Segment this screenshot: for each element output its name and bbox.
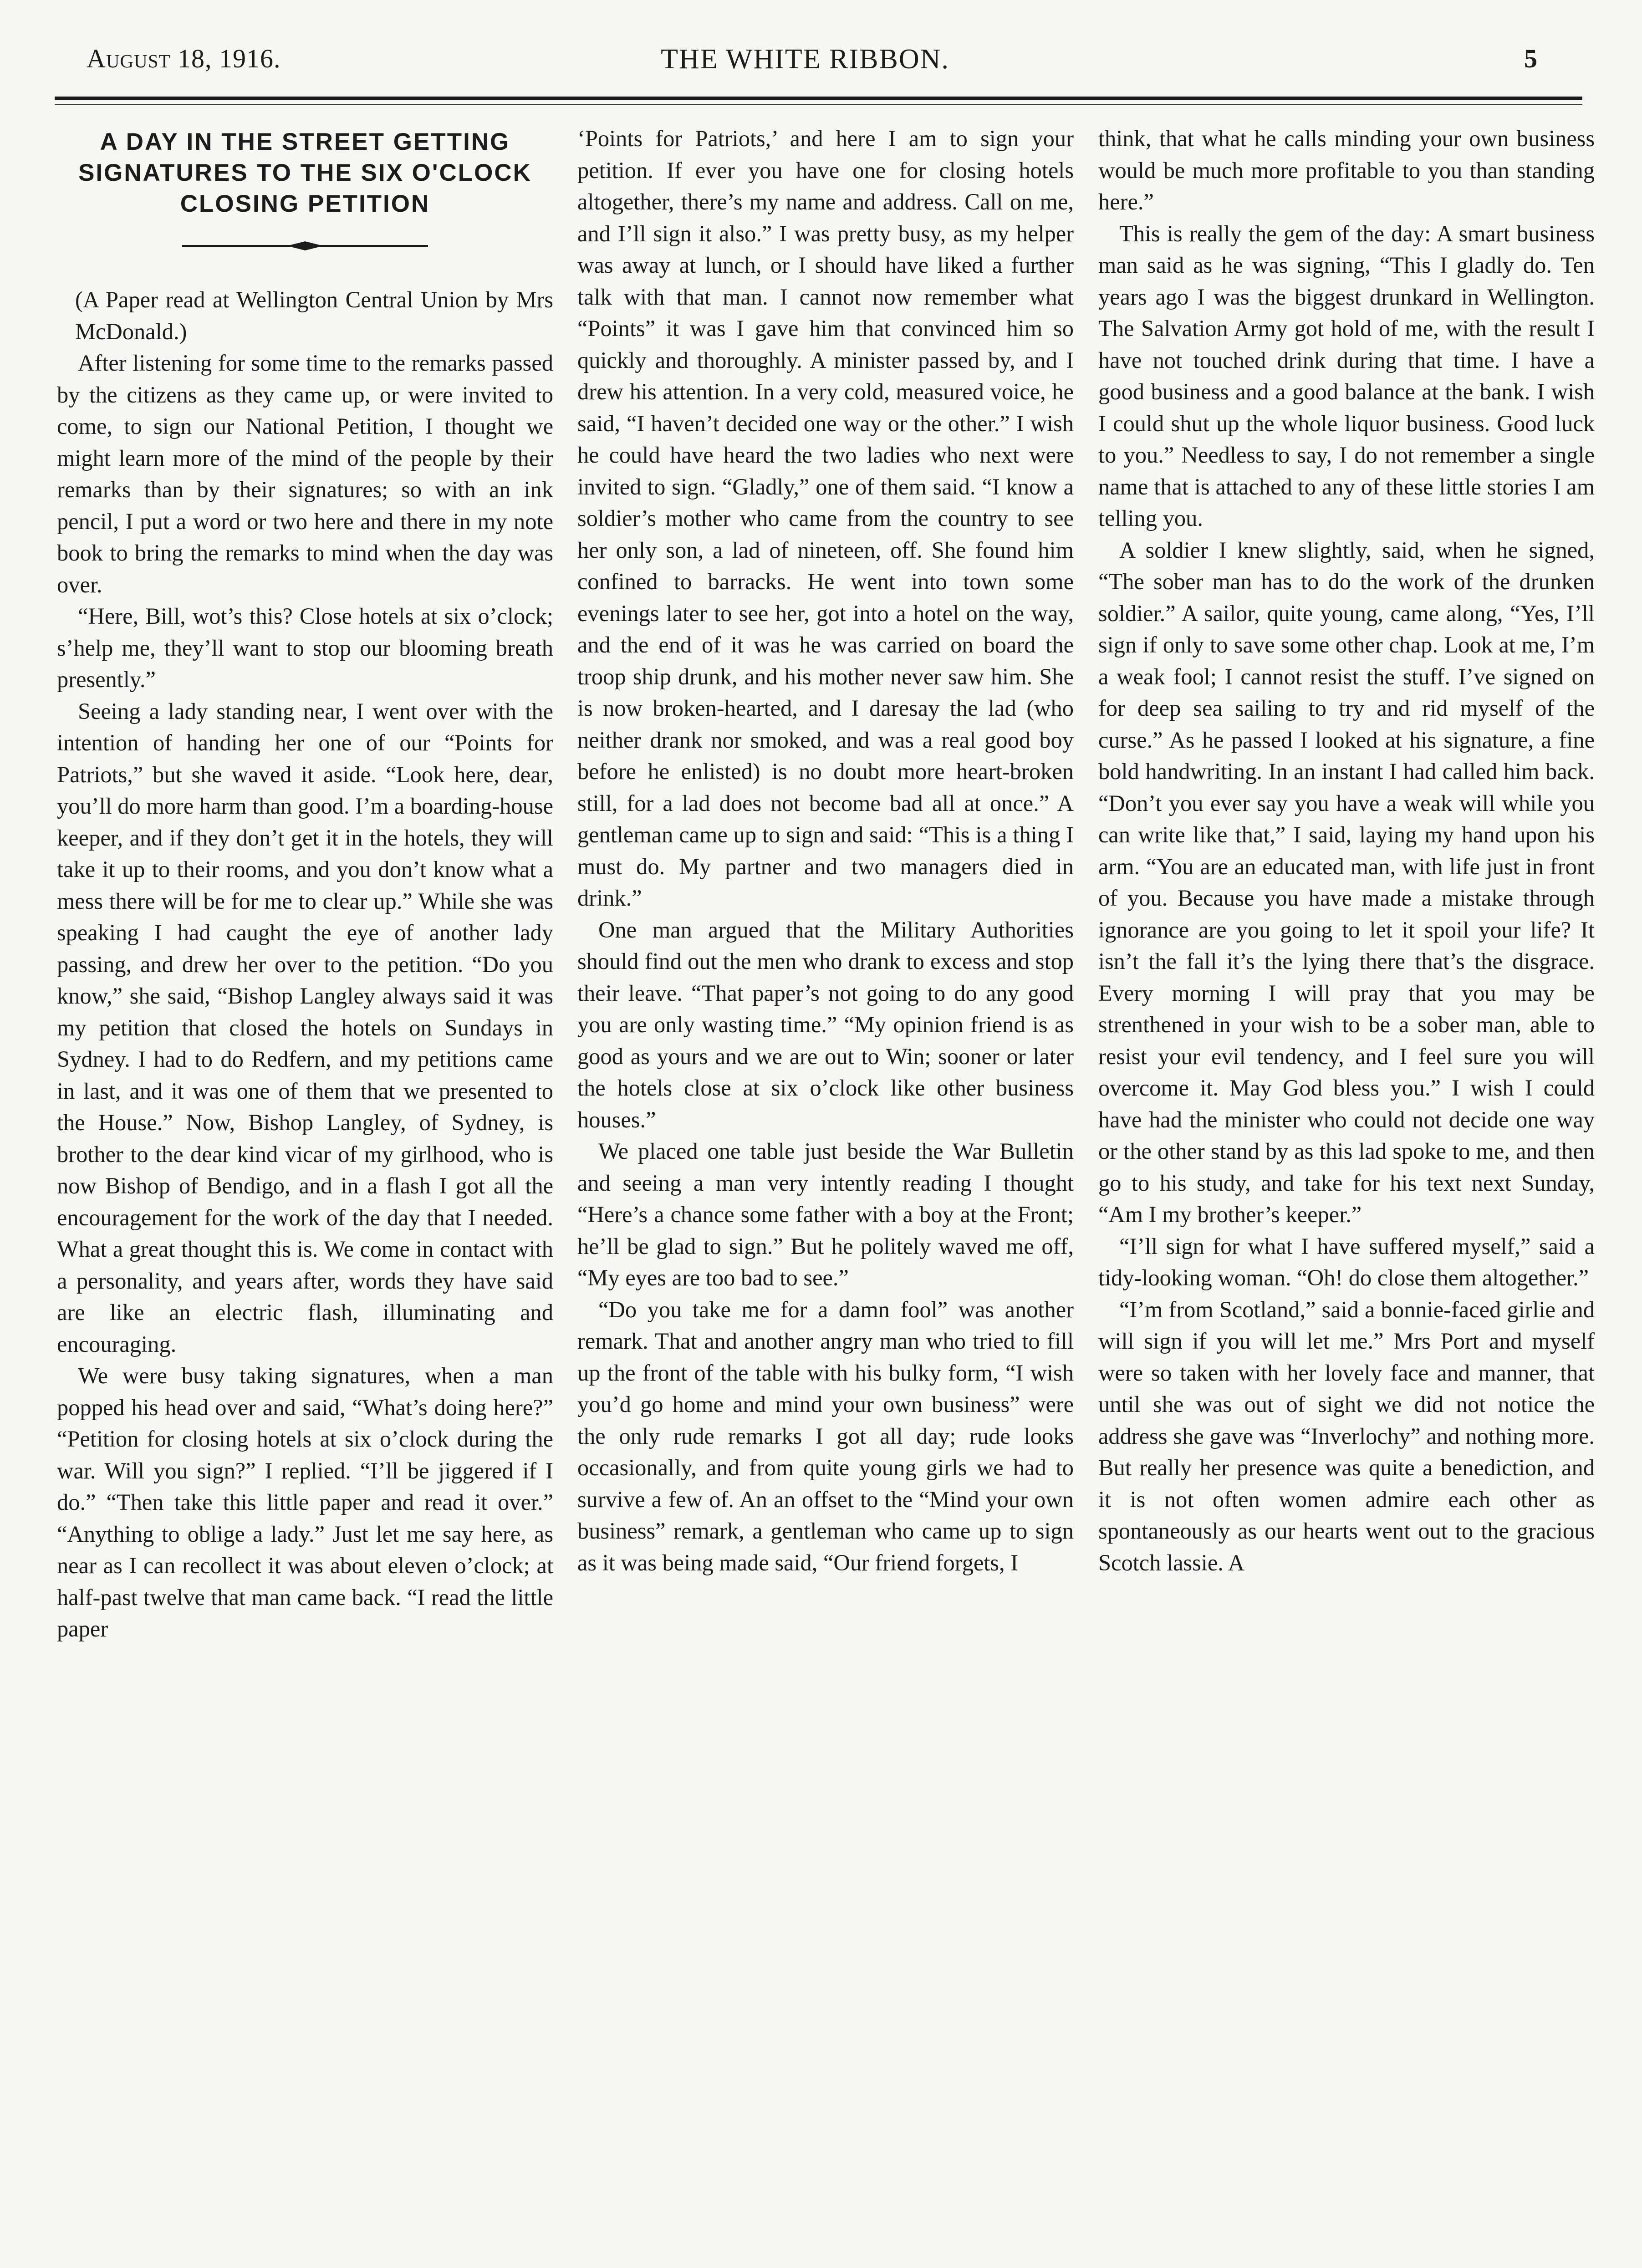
article-byline: (A Paper read at Wellington Central Union by Mrs McDonald.) bbox=[75, 287, 553, 344]
article-column-1 bbox=[57, 123, 553, 2236]
paragraph: After listening for some time to the remarks passed by the citizens as they came up, or were invited to come, to sign our National Petition, I thought we might learn more of the mind of the people by their remarks than by their signatures; so with an ink pencil, I put a word or two here and there in my note book to bring the remarks to mind when the day was over. bbox=[57, 350, 553, 597]
paragraph: One man argued that the Military Authorities should find out the men who drank to excess and stop their leave. “That paper’s not going to do any good you are only wasting time.” “My opinion friend is as good as yours and we are out to Win; sooner or later the hotels close at six o’clock like other business houses.” bbox=[577, 917, 1074, 1132]
paragraph: “Do you take me for a damn fool” was another remark. That and another angry man who tried to fill up the front of the table with his bulky form, “I wish you’d go home and mind your own business” were the only rude remarks I got all day; rude looks occasionally, and from quite young girls we had to survive a few of. An an offset to the “Mind your own business” remark, a gentleman who came up to sign as it was being made said, “Our friend forgets, I bbox=[577, 1296, 1074, 1575]
paragraph: “Here, Bill, wot’s this? Close hotels at six o’clock; s’help me, they’ll want to stop our blooming breath presently.” bbox=[57, 603, 553, 692]
paragraph: We were busy taking signatures, when a man popped his head over and said, “What’s doing here?” “Petition for closing hotels at six o’clock during the war. Will you sign?” I replied. “I’ll be jiggered if I do.” “Then take this little paper and read it over.” “Anything to oblige a lady.” Just let me say here, as near as I can recollect it was about eleven o’clock; at half-past twelve that man came back. “I read the little paper bbox=[57, 1363, 553, 1641]
article-column-2 bbox=[577, 123, 1074, 2236]
paragraph: Seeing a lady standing near, I went over with the intention of handing her one of our “Points for Patriots,” but she waved it aside. “Look here, dear, you’ll do more harm than good. I’m a boarding-house keeper, and if they don’t get it in the hotels, they will take it up to their rooms, and you don’t know what a mess there will be for me to clear up.” While she was speaking I had caught the eye of another lady passing, and drew her over to the petition. “Do you know,” she said, “Bishop Langley always said it was my petition that closed the hotels on Sundays in Sydney. I had to do Redfern, and my petitions came in last, and it was one of them that we presented to the House.” Now, Bishop Langley, of Sydney, is brother to the dear kind vicar of my girlhood, who is now Bishop of Bendigo, and in a flash I got all the encouragement for the work of the day that I needed. What a great thought this is. We come in contact with a personality, and years after, words they have said are like an electric flash, illuminating and encouraging. bbox=[57, 698, 553, 1357]
paragraph: “I’m from Scotland,” said a bonnie-faced girlie and will sign if you will let me.” Mrs Port and myself were so taken with her lovely face and manner, that until she was out of sight we did not notice the address she gave was “Inverlochy” and nothing more. But really her presence was quite a benediction, and it is not often women admire each other as spontaneously as our hearts went out to the gracious Scotch lassie. A bbox=[1098, 1296, 1595, 1575]
paragraph: This is really the gem of the day: A smart business man said as he was signing, “This I gladly do. Ten years ago I was the biggest drunkard in Wellington. The Salvation Army got hold of me, with the result I have not touched drink during that time. I have a good business and a good balance at the bank. I wish I could shut up the whole liquor business. Good luck to you.” Needless to say, I do not remember a single name that is attached to any of these little stories I am telling you. bbox=[1098, 220, 1595, 531]
paragraph: ‘Points for Patriots,’ and here I am to sign your petition. If ever you have one for closing hotels altogether, there’s my name and address. Call on me, and I’ll sign it also.” I was pretty busy, as my helper was away at lunch, or I should have liked a further talk with that man. I cannot now remember what “Points” it was I gave him that convinced him so quickly and thoroughly. A minister passed by, and I drew his attention. In a very cold, measured voice, he said, “I haven’t decided one way or the other.” I wish he could have heard the two ladies who next were invited to sign. “Gladly,” one of them said. “I know a soldier’s mother who came from the country to see her only son, a lad of nineteen, off. She found him confined to barracks. He went into town some evenings later to see her, got into a hotel on the way, and the end of it was he was carried on board the troop ship drunk, and his mother never saw him. She is now broken-hearted, and I daresay the lad (who neither drank nor smoked, and was a real good boy before he enlisted) is no doubt more heart-broken still, for a lad does not become bad all at once.” A gentleman came up to sign and said: “This is a thing I must do. My partner and two managers died in drink.” bbox=[577, 126, 1074, 911]
header-rule bbox=[55, 97, 1582, 100]
issue-date: August 18, 1916. bbox=[87, 44, 281, 73]
publication-title: THE WHITE RIBBON. bbox=[661, 44, 949, 75]
paragraph: “I’ll sign for what I have suffered myself,” said a tidy-looking woman. “Oh! do close them altogether.” bbox=[1098, 1233, 1595, 1290]
page-number: 5 bbox=[1524, 44, 1537, 73]
paragraph: think, that what he calls minding your own business would be much more profitable to you than standing here.” bbox=[1098, 126, 1595, 214]
article-headline: A DAY IN THE STREET GETTING SIGNATURES TO THE SIX O'CLOCK CLOSING PETITION bbox=[78, 128, 532, 217]
paragraph: We placed one table just beside the War Bulletin and seeing a man very intently reading I thought “Here’s a chance some father with a boy at the Front; he’ll be glad to sign.” But he politely waved me off, “My eyes are too bad to see.” bbox=[577, 1138, 1074, 1290]
article-column-3 bbox=[1098, 123, 1595, 2236]
paragraph: A soldier I knew slightly, said, when he signed, “The sober man has to do the work of the drunken soldier.” A sailor, quite young, came along, “Yes, I’ll sign if only to save some other chap. Look at me, I’m a weak fool; I cannot resist the stuff. I’ve signed on for deep sea sailing to try and rid myself of the curse.” As he passed I looked at his signature, a fine bold handwriting. In an instant I had called him back. “Don’t you ever say you have a weak will while you can write like that,” I said, laying my hand upon his arm. “You are an educated man, with life just in front of you. Because you have made a mistake through ignorance are you going to let it spoil your life? It isn’t the fall it’s the lying there that’s the disgrace. Every morning I will pray that you may be strenthened in your wish to be a sober man, able to resist your evil tendency, and I feel sure you will overcome it. May God bless you.” I wish I could have had the minister who could not decide one way or the other stand by as this lad spoke to me, and then go to his study, and take for his text next Sunday, “Am I my brother’s keeper.” bbox=[1098, 537, 1595, 1227]
header-rule-thin bbox=[55, 104, 1582, 105]
ornament-divider bbox=[182, 240, 428, 251]
page-header bbox=[55, 43, 1555, 84]
